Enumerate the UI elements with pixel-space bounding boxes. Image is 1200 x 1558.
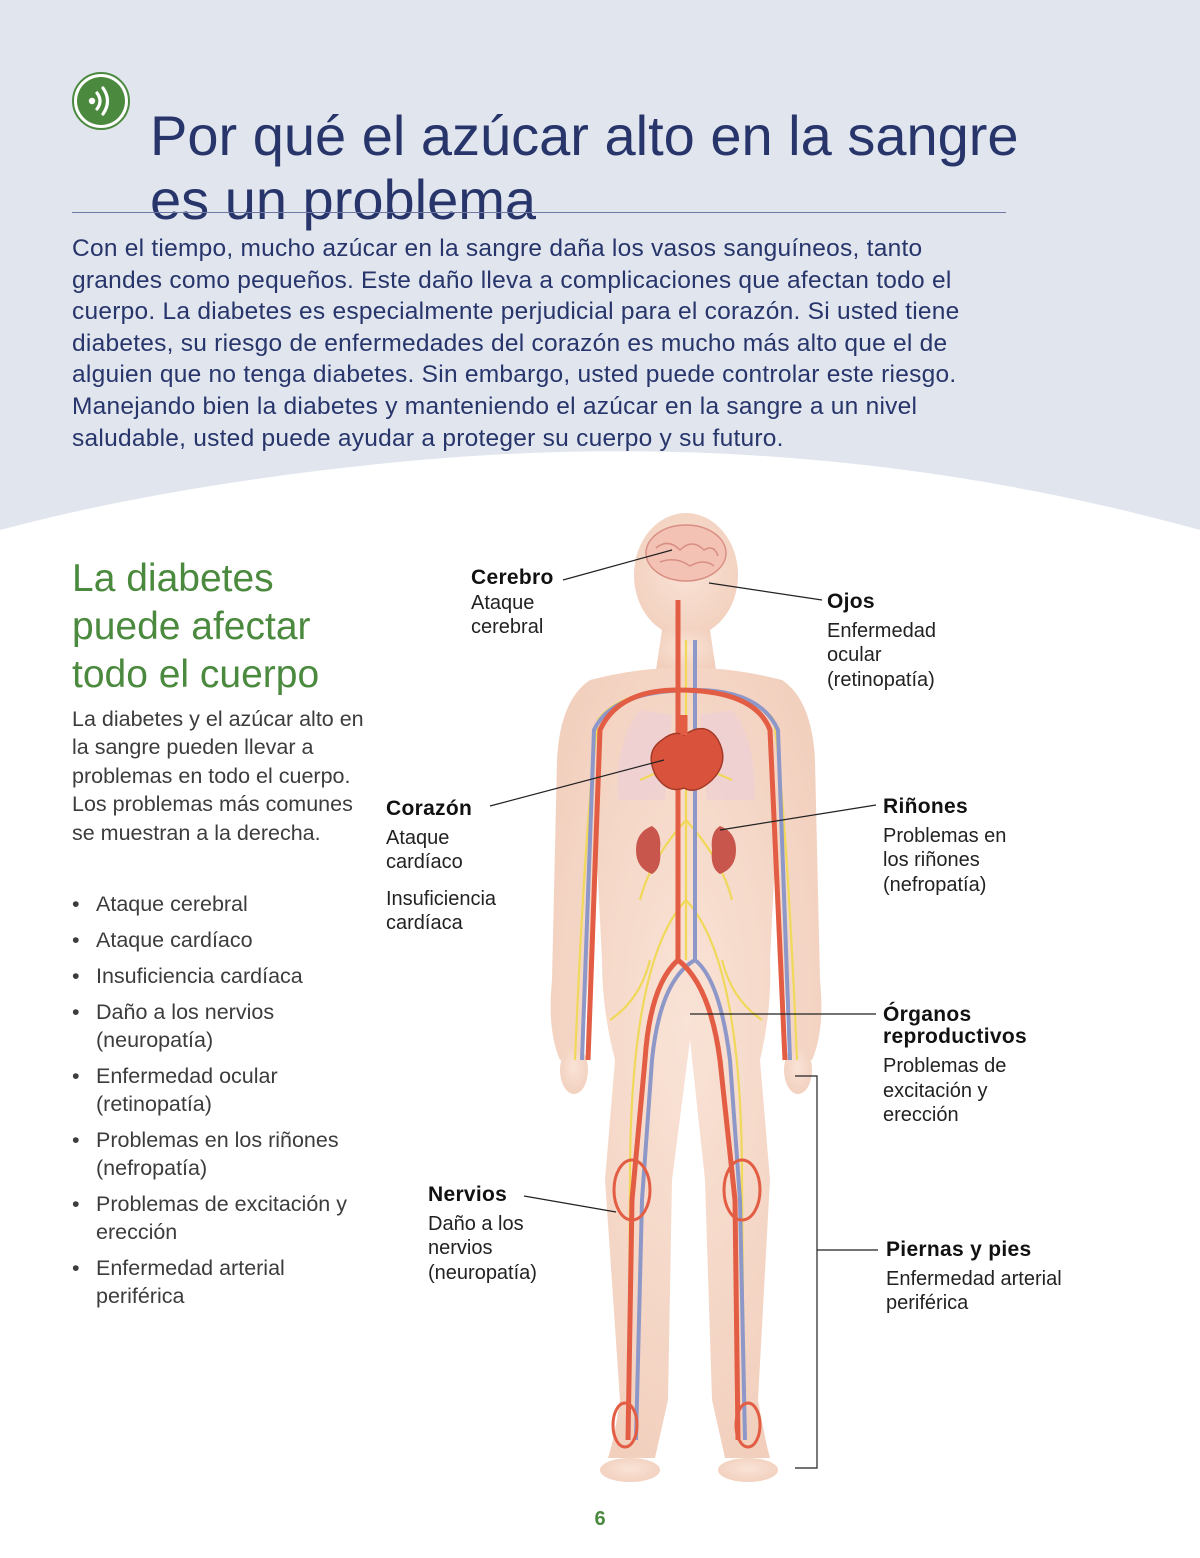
page-number: 6 [594,1508,606,1530]
label-desc: Daño a los nervios (neuropatía) [428,1212,537,1284]
list-item: • Enfermedad ocular (retinopatía) [72,1062,372,1118]
label-title: Ojos [827,590,875,613]
list-item: • Ataque cardíaco [72,926,372,954]
list-item: • Insuficiencia cardíaca [72,962,372,990]
label-nervios [428,1183,548,1285]
label-title: Nervios [428,1183,508,1206]
label-ojos [827,590,947,692]
list-item: • Daño a los nervios (neuropatía) [72,998,372,1054]
label-desc-2: Insuficiencia cardíaca [386,887,497,934]
list-item: • Ataque cerebral [72,890,372,918]
label-corazon [386,797,506,936]
label-title: Piernas y pies [886,1238,1032,1261]
label-desc: Problemas de excitación y erección [883,1055,1007,1126]
section-text: La diabetes y el azúcar alto en la sangre pueden llevar a problemas en todo el cuerpo. Los problemas más comunes se muestran a la derecha. [72,707,364,845]
list-item: • Problemas en los riñones (nefropatía) [72,1126,372,1182]
label-title: Corazón [386,797,473,820]
intro-paragraph: Con el tiempo, mucho azúcar en la sangre daña los vasos sanguíneos, tanto grandes como pequeños. Este daño lleva a complicaciones que afectan todo el cuerpo. La diabetes es especialmente perjudicial para el corazón. Si usted tiene diabetes, su riesgo de enfermedades del corazón es mucho más alto que el de alguien que no tenga diabetes. Sin embargo, usted puede controlar este riesgo. Manejando bien la diabetes y manteniendo el azúcar en la sangre a un nivel saludable, usted puede ayudar a proteger su cuerpo y su futuro. [72,235,960,452]
label-desc: Problemas en los riñones (nefropatía) [883,824,1007,896]
label-desc: Ataque cerebral [471,591,544,638]
label-organos [883,1004,1053,1128]
label-desc: Ataque cardíaco [386,826,463,873]
label-rinones [883,795,1023,897]
label-title: Cerebro [471,566,554,589]
section-heading: La diabetes puede afectar todo el cuerpo [72,557,320,696]
label-title: Riñones [883,795,968,818]
page-title: Por qué el azúcar alto en la sangre es un problema [150,103,1019,231]
label-title: Órganos reproductivos [883,1003,1027,1048]
label-piernas [886,1238,1066,1316]
label-desc: Enfermedad ocular (retinopatía) [827,619,936,691]
list-item: • Enfermedad arterial periférica [72,1254,372,1310]
label-cerebro [471,566,561,640]
brain-illustration [646,525,726,581]
list-item: • Problemas de excitación y erección [72,1190,372,1246]
label-desc: Enfermedad arterial periférica [886,1267,1062,1314]
